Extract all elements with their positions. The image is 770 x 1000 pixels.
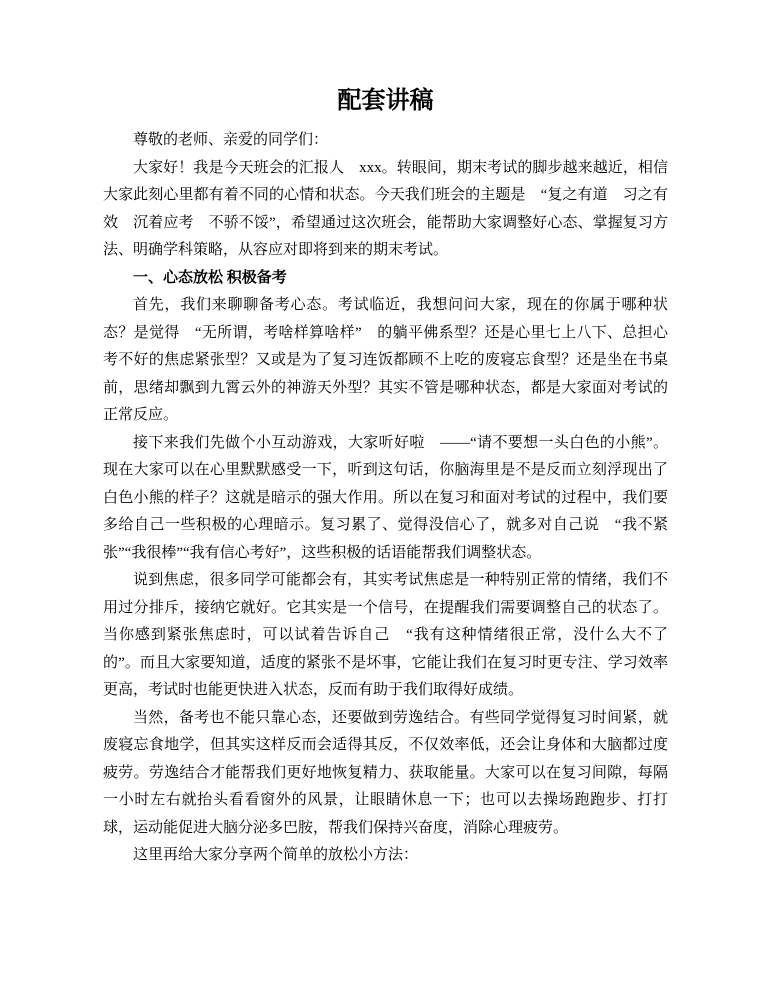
section-heading-1: 一、心态放松 积极备考 — [133, 269, 287, 286]
paragraph-intro: 大家好！我是今天班会的汇报人 xxx。转眼间，期末考试的脚步越来越近，相信大家此刻心里都有着不同的心情和状态。今天我们班会的主题是 “复之有道 习之有效 沉着应考 不骄不馁”，希望通过这次班会，能帮助大家调整好心态、掌握复习方法、明确学科策略，从容应对即将到来的期末考试。 — [103, 159, 668, 258]
paragraph-anxiety-normal: 说到焦虑，很多同学可能都会有，其实考试焦虑是一种特别正常的情绪，我们不用过分排斥，接纳它就好。它其实是一个信号，在提醒我们需要调整自己的状态了。当你感到紧张焦虑时，可以试着告诉自己 “我有这种情绪很正常，没什么大不了的”。而且大家要知道，适度的紧张不是坏事，它能让我们在复习时更专注、学习效率更高，考试时也能更快进入状态，反而有助于我们取得好成绩。 — [103, 572, 668, 698]
paragraph-salutation: 尊敬的老师、亲爱的同学们： — [133, 132, 329, 148]
paragraph-white-bear-game: 接下来我们先做个小互动游戏，大家听好啦 ——“请不要想一头白色的小熊”。现在大家可以在心里默默感受一下，听到这句话，你脑海里是不是反而立刻浮现出了白色小熊的样子？这就是暗示的强大作用。所以在复习和面对考试的过程中，我们要多给自己一些积极的心理暗示。复习累了、觉得没信心了，就多对自己说 “我不紧张”“我很棒”“我有信心考好”，这些积极的话语能帮我们调整状态。 — [103, 434, 668, 561]
paragraph-mindset-types: 首先，我们来聊聊备考心态。考试临近，我想问问大家，现在的你属于哪种状态？是觉得 “无所谓，考啥样算啥样” 的躺平佛系型？还是心里七上八下、总担心考不好的焦虑紧张型？又或是为了复习连饭都顾不上吃的废寝忘食型？还是坐在书桌前，思绪却飘到九霄云外的神游天外型？其实不管是哪种状态，都是大家面对考试的正常反应。 — [103, 297, 668, 423]
document-title: 配套讲稿 — [337, 88, 434, 114]
paragraph-relax-methods-lead-in: 这里再给大家分享两个简单的放松小方法： — [133, 847, 419, 863]
document-content — [103, 84, 668, 870]
paragraph-work-rest-balance: 当然，备考也不能只靠心态，还要做到劳逸结合。有些同学觉得复习时间紧，就废寝忘食地学，但其实这样反而会适得其反，不仅效率低，还会让身体和大脑都过度疲劳。劳逸结合才能帮我们更好地恢复精力、获取能量。大家可以在复习间隙，每隔一小时左右就抬头看看窗外的风景，让眼睛休息一下；也可以去操场跑跑步、打打球，运动能促进大脑分泌多巴胺，帮我们保持兴奋度，消除心理疲劳。 — [103, 709, 668, 836]
